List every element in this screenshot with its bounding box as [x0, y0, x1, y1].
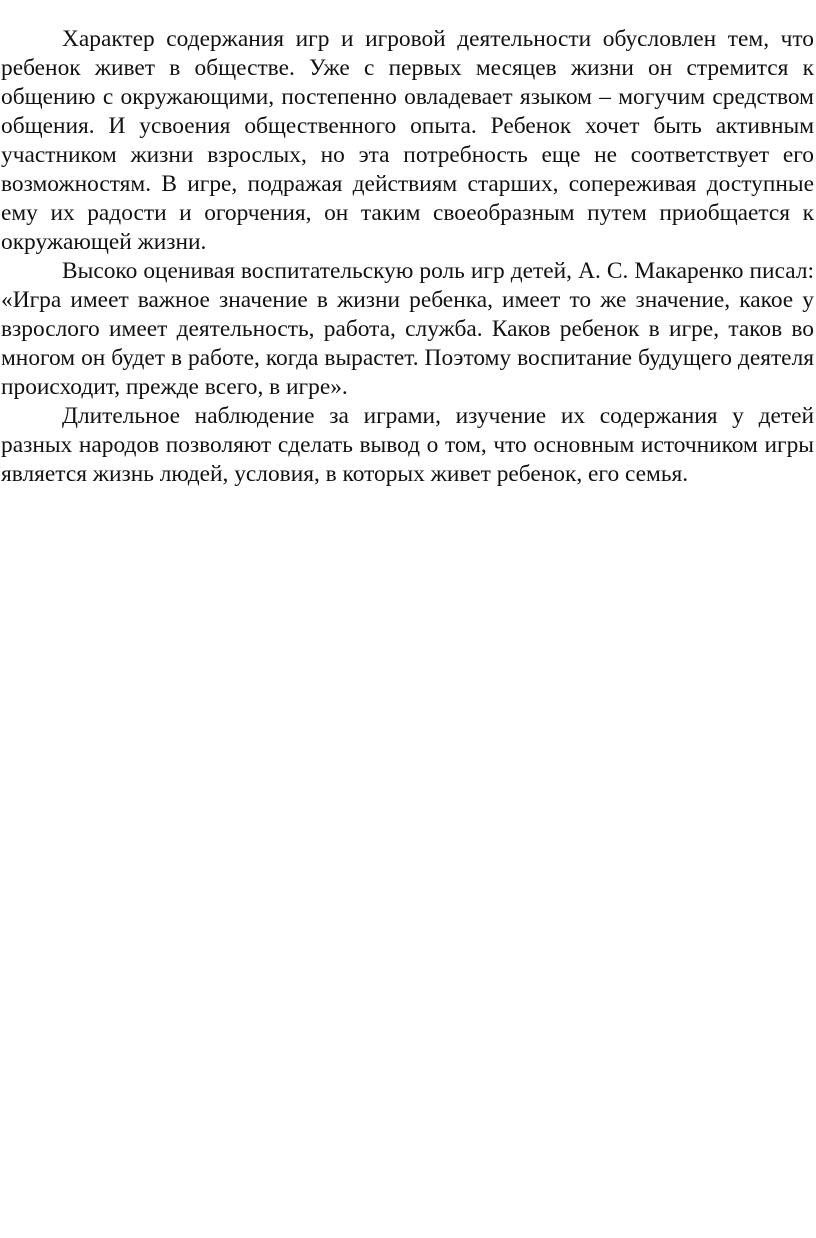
paragraph-3: Длительное наблюдение за играми, изучение их содержания у детей разных народов позволяют сделать вывод о том, что основным источником игры является жизнь людей, условия, в которых живет ребенок, его семья.: [1, 403, 814, 487]
paragraph-1: Характер содержания игр и игровой деятельности обусловлен тем, что ребенок живет в обществе. Уже с первых месяцев жизни он стремится к общению с окружающими, постепенно овладевает языком – могучим средством общения. И усвоения общественного опыта. Ребенок хочет быть активным участником жизни взрослых, но эта потребность еще не соответствует его возможностям. В игре, подражая действиям старших, сопереживая доступные ему их радости и огорчения, он таким своеобразным путем приобщается к окружающей жизни.: [1, 26, 814, 255]
paragraph-2: Высоко оценивая воспитательскую роль игр детей, А. С. Макаренко писал: «Игра имеет важное значение в жизни ребенка, имеет то же значение, какое у взрослого имеет деятельность, работа, служба. Каков ребенок в игре, таков во многом он будет в работе, когда вырастет. Поэтому воспитание будущего деятеля происходит, прежде всего, в игре».: [1, 258, 814, 400]
document-page: [0, 25, 816, 489]
